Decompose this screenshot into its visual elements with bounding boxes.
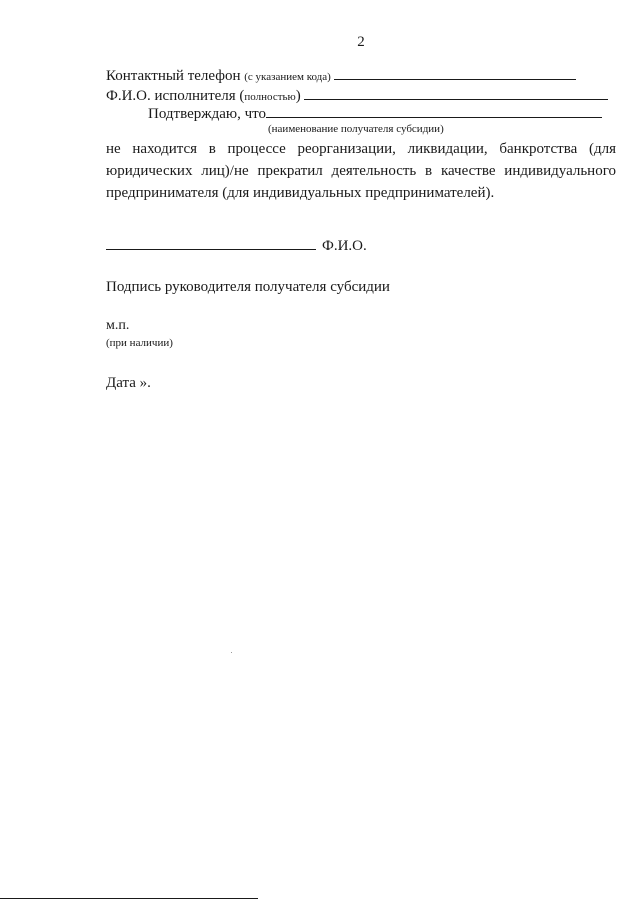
signature-row bbox=[106, 236, 367, 255]
stamp-label: м.п. bbox=[106, 318, 130, 333]
date-label: Дата ». bbox=[106, 375, 151, 391]
page-number: 2 bbox=[357, 34, 365, 50]
statement-paragraph: не находится в процессе реорганизации, ликвидации, банкротства (для юридических лиц)/не прекратил деятельность в качестве индивидуального предпринимателя (для индивидуальных предпринимателей). bbox=[106, 141, 616, 201]
fio-label: Ф.И.О. bbox=[322, 238, 367, 254]
contact-phone-field[interactable] bbox=[334, 66, 576, 80]
scan-speck bbox=[231, 652, 232, 653]
contact-phone-row bbox=[106, 66, 576, 86]
recipient-name-field[interactable] bbox=[266, 104, 602, 118]
recipient-caption: (наименование получателя субсидии) bbox=[268, 123, 444, 135]
signature-field[interactable] bbox=[106, 236, 316, 250]
executor-label: Ф.И.О. исполнителя ( bbox=[106, 88, 245, 104]
stamp-note: (при наличии) bbox=[106, 337, 173, 349]
contact-phone-note: (с указанием кода) bbox=[244, 71, 331, 83]
contact-phone-label: Контактный телефон bbox=[106, 68, 245, 84]
executor-field[interactable] bbox=[304, 86, 608, 100]
executor-note: полностью bbox=[244, 91, 296, 103]
footnote-rule bbox=[0, 898, 258, 899]
confirm-label: Подтверждаю, что bbox=[148, 106, 267, 122]
head-signature-label: Подпись руководителя получателя субсидии bbox=[106, 279, 390, 295]
executor-close: ) bbox=[295, 88, 301, 104]
confirm-row bbox=[148, 104, 602, 123]
executor-row bbox=[106, 86, 608, 106]
